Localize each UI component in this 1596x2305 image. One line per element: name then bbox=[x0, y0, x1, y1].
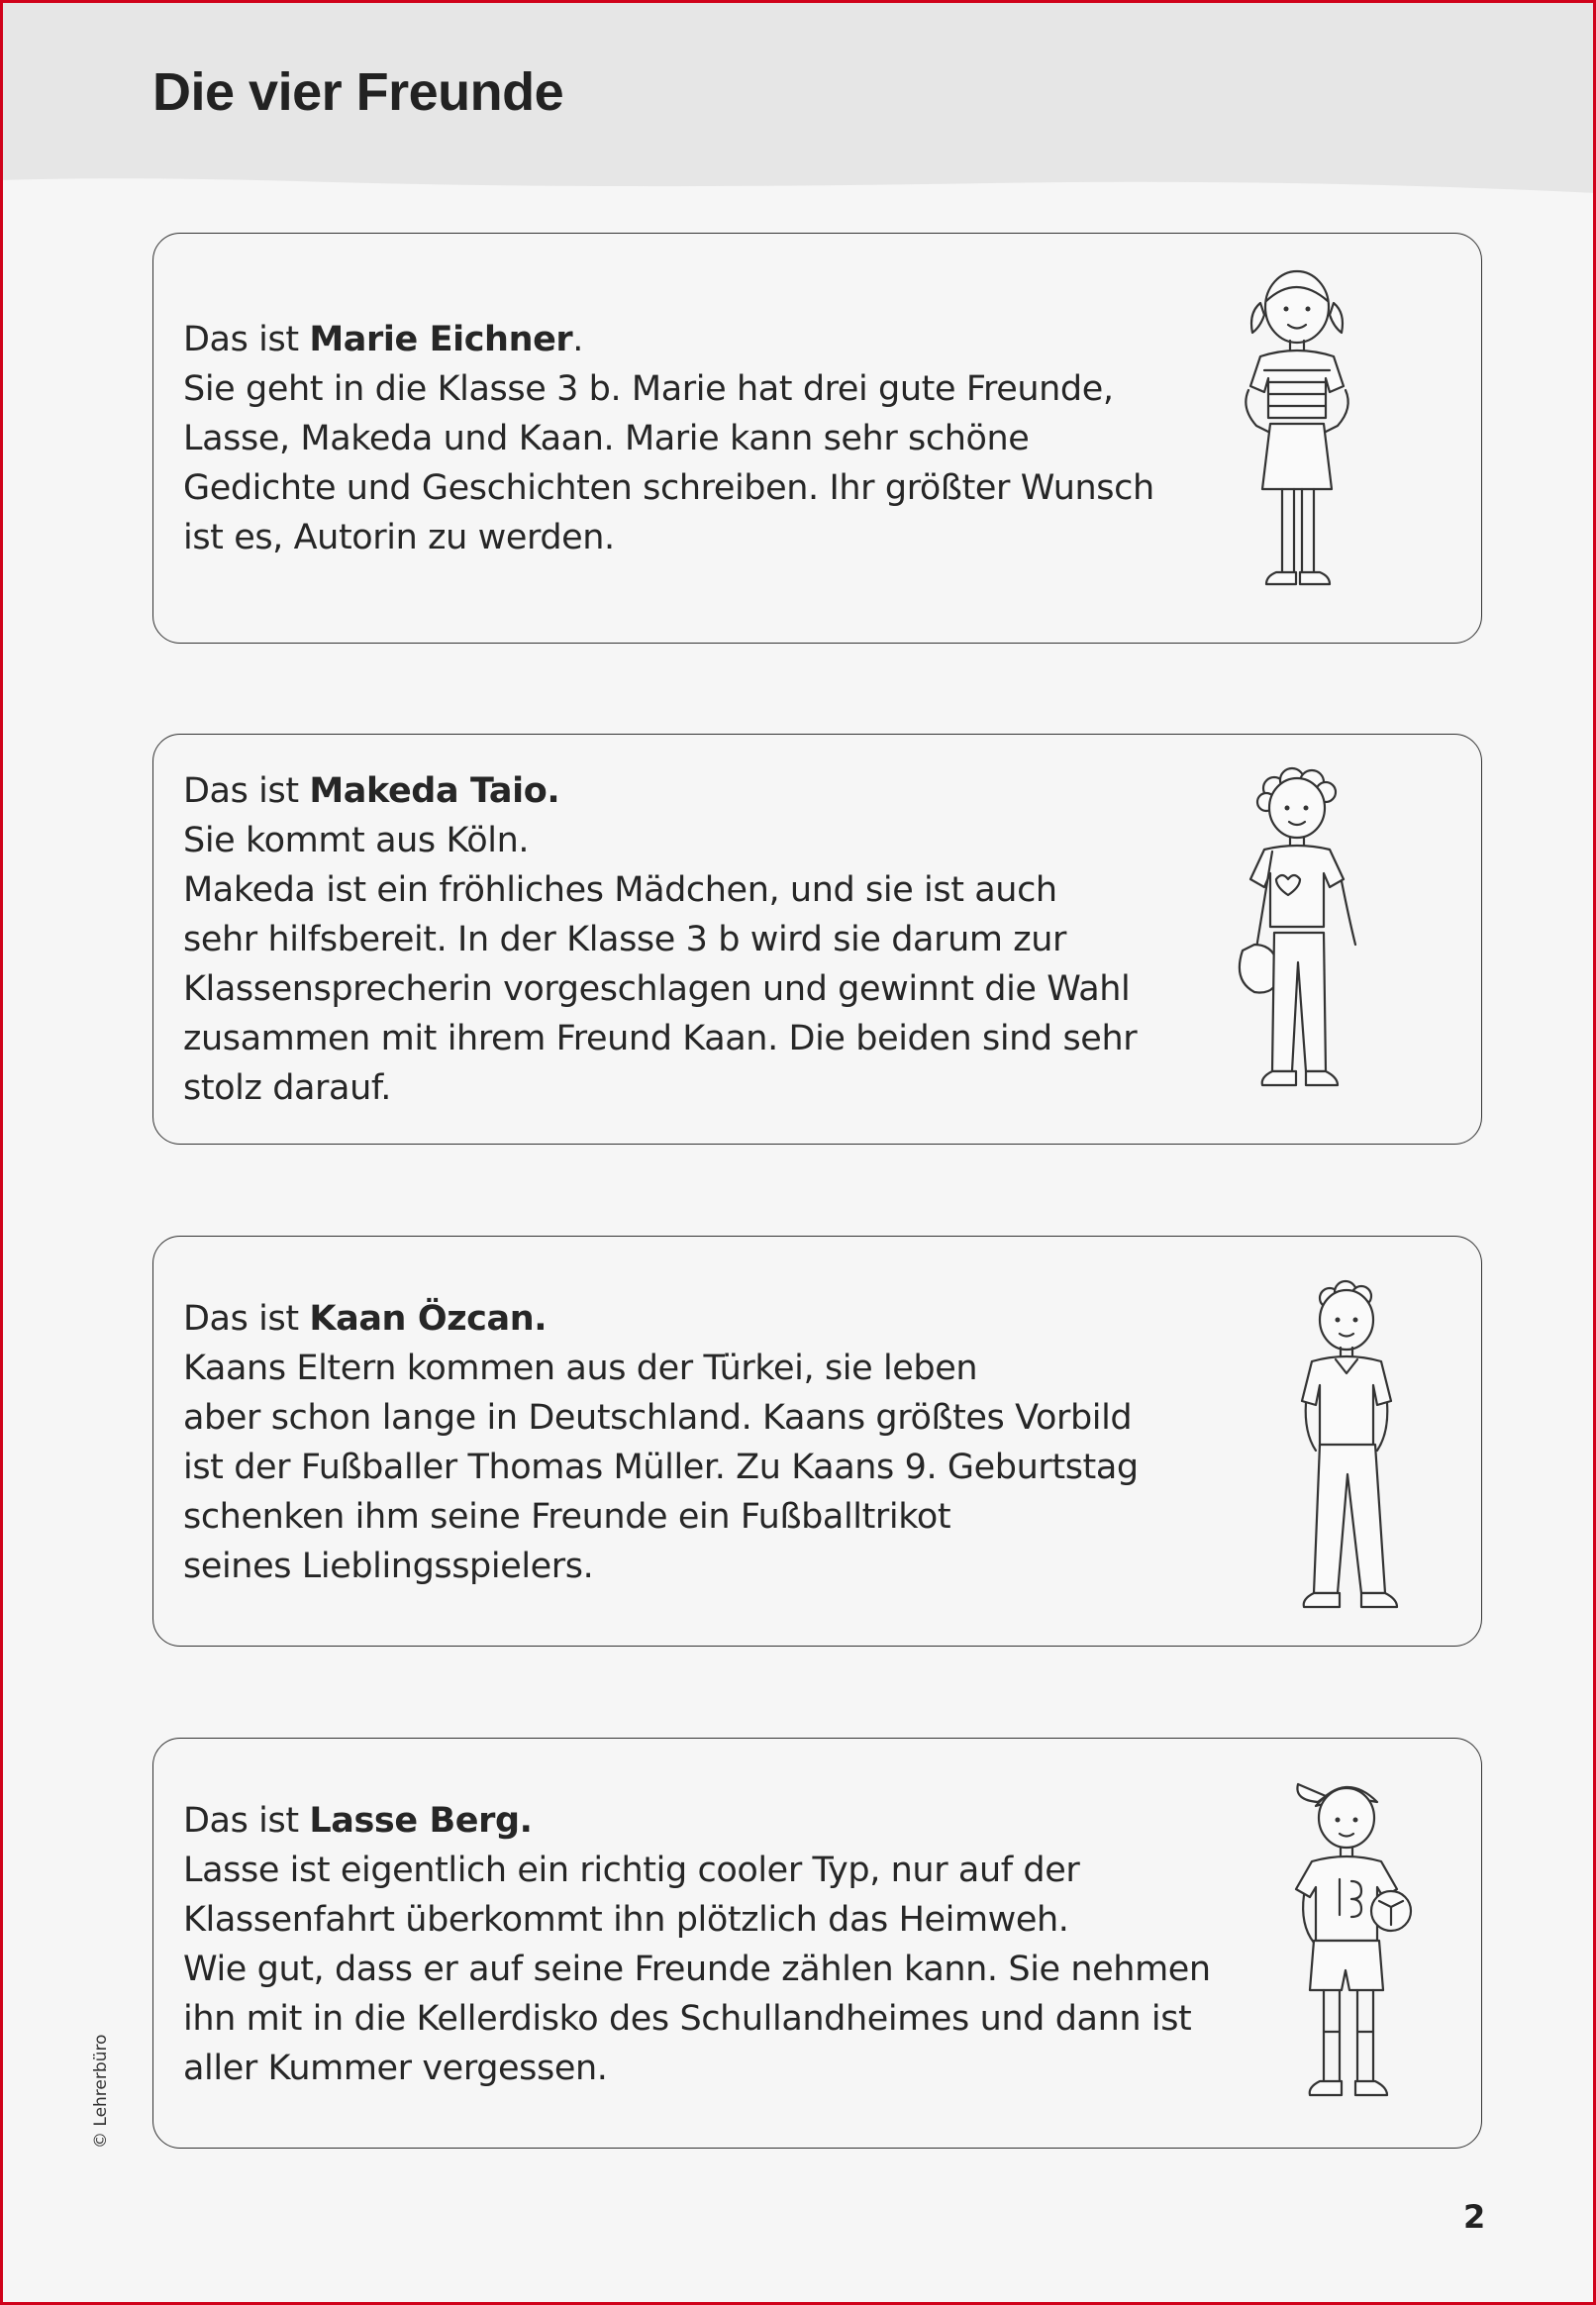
card-marie bbox=[152, 233, 1482, 644]
card-text bbox=[183, 1294, 1194, 1591]
card-line: Lasse, Makeda und Kaan. Marie kann sehr schöne bbox=[183, 419, 1030, 458]
card-line: Makeda ist ein fröhliches Mädchen, und sie ist auch bbox=[183, 870, 1057, 910]
card-line: sehr hilfsbereit. In der Klasse 3 b wird sie darum zur bbox=[183, 920, 1067, 959]
card-line: Kaans Eltern kommen aus der Türkei, sie leben bbox=[183, 1349, 978, 1388]
card-text bbox=[183, 766, 1194, 1113]
card-heading: Das ist Kaan Özcan. bbox=[183, 1299, 548, 1339]
boy-polo-shirt-icon bbox=[1252, 1278, 1441, 1635]
card-line: Sie kommt aus Köln. bbox=[183, 821, 530, 860]
card-text bbox=[183, 1796, 1211, 2093]
copyright-notice: © Lehrerbüro bbox=[91, 2034, 111, 2149]
card-line: aber schon lange in Deutschland. Kaans größtes Vorbild bbox=[183, 1398, 1133, 1438]
card-lasse bbox=[152, 1738, 1482, 2149]
card-kaan bbox=[152, 1236, 1482, 1647]
card-line: Lasse ist eigentlich ein richtig cooler Typ, nur auf der bbox=[183, 1851, 1080, 1890]
card-heading: Das ist Marie Eichner. bbox=[183, 320, 584, 359]
girl-heart-shirt-icon bbox=[1203, 762, 1391, 1119]
card-heading: Das ist Makeda Taio. bbox=[183, 771, 560, 811]
card-text bbox=[183, 315, 1194, 562]
card-line: ihn mit in die Kellerdisko des Schullandheimes und dann ist bbox=[183, 1999, 1192, 2039]
card-line: Klassensprecherin vorgeschlagen und gewinnt die Wahl bbox=[183, 969, 1131, 1009]
card-line: zusammen mit ihrem Freund Kaan. Die beiden sind sehr bbox=[183, 1019, 1138, 1058]
person-name: Makeda Taio. bbox=[309, 771, 560, 811]
card-line: ist der Fußballer Thomas Müller. Zu Kaans 9. Geburtstag bbox=[183, 1448, 1139, 1487]
person-name: Lasse Berg. bbox=[309, 1801, 533, 1841]
girl-striped-shirt-icon bbox=[1203, 265, 1391, 622]
card-line: aller Kummer vergessen. bbox=[183, 2049, 608, 2088]
card-line: seines Lieblingsspielers. bbox=[183, 1547, 594, 1586]
page-title: Die vier Freunde bbox=[152, 62, 564, 122]
card-line: Klassenfahrt überkommt ihn plötzlich das Heimweh. bbox=[183, 1900, 1069, 1940]
card-line: Sie geht in die Klasse 3 b. Marie hat drei gute Freunde, bbox=[183, 369, 1114, 409]
card-makeda bbox=[152, 734, 1482, 1145]
page-number: 2 bbox=[1463, 2198, 1486, 2236]
card-line: Wie gut, dass er auf seine Freunde zählen kann. Sie nehmen bbox=[183, 1950, 1211, 1989]
boy-cap-football-icon bbox=[1252, 1772, 1441, 2129]
card-line: ist es, Autorin zu werden. bbox=[183, 518, 615, 557]
card-heading: Das ist Lasse Berg. bbox=[183, 1801, 533, 1841]
card-line: schenken ihm seine Freunde ein Fußballtrikot bbox=[183, 1497, 951, 1537]
card-line: Gedichte und Geschichten schreiben. Ihr größter Wunsch bbox=[183, 468, 1154, 508]
card-line: stolz darauf. bbox=[183, 1068, 391, 1108]
person-name: Kaan Özcan. bbox=[309, 1299, 548, 1339]
person-name: Marie Eichner bbox=[309, 320, 573, 359]
